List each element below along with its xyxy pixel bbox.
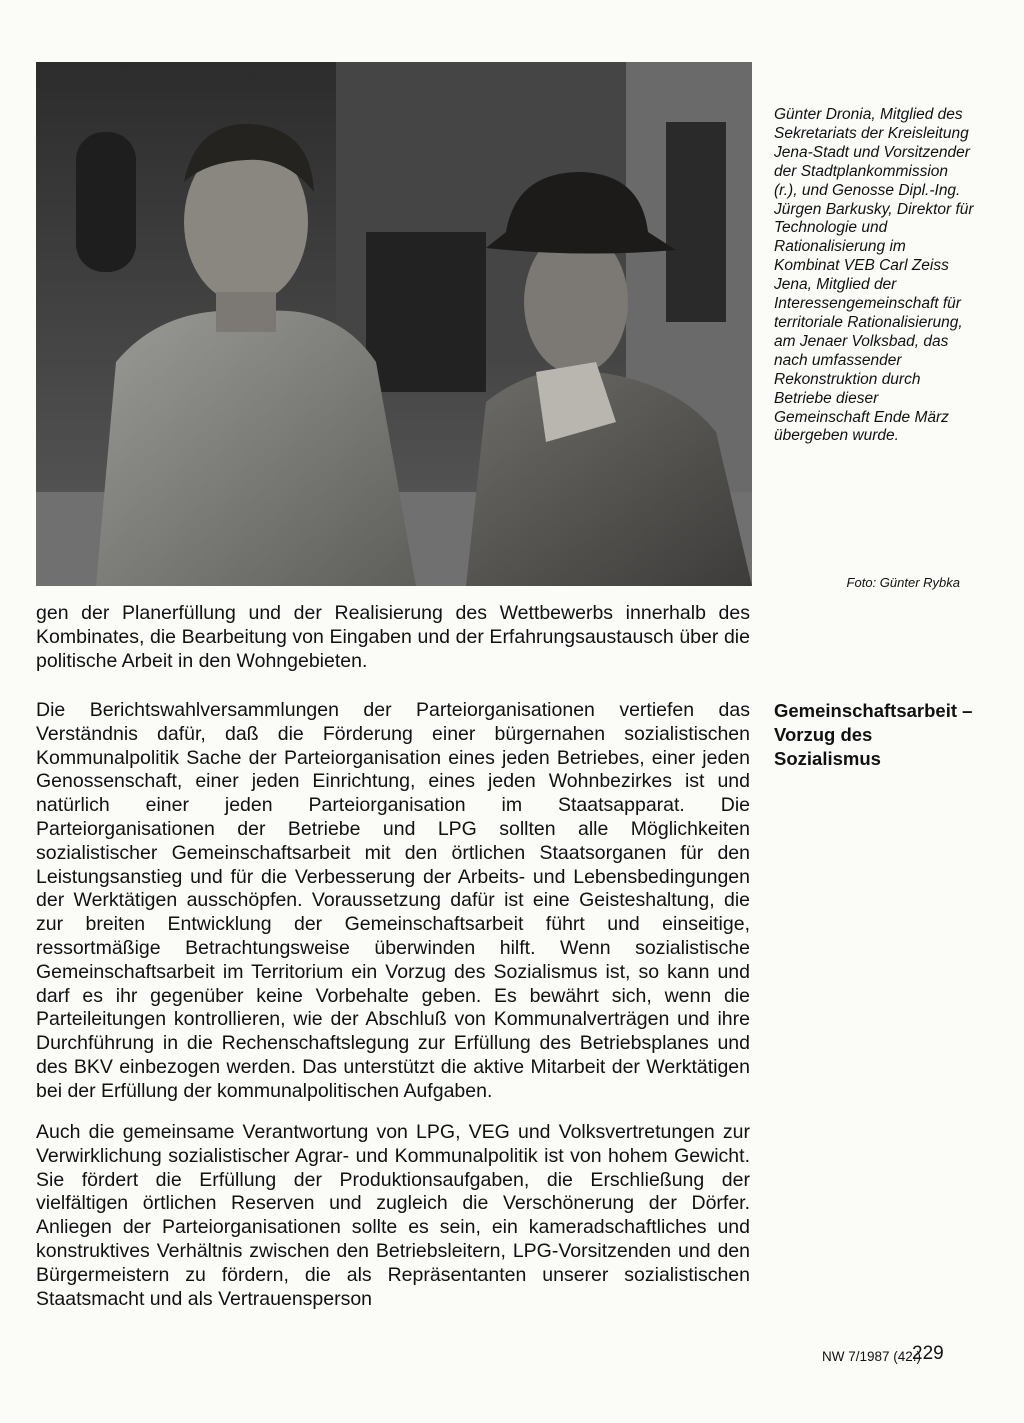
- page-number: 229: [912, 1343, 944, 1364]
- article-photo: [36, 62, 752, 586]
- paragraph-main: Die Berichtswahlversammlungen der Parteiorganisationen vertiefen das Verständnis dafür, daß die Förderung einer bürgernahen sozialistischen Kommunalpolitik Sache der Parteiorganisation eines jeden Betriebes, einer jeden Genossenschaft, einer jeden Einrichtung, eines jeden Wohnbezirkes ist und natürlich einer jeden Parteiorganisation im Staatsapparat. Die Parteiorganisationen der Betriebe und LPG sollten alle Möglichkeiten sozialistischer Gemeinschaftsarbeit mit den örtlichen Staatsorganen für den Leistungsanstieg und für die Verbesserung der Arbeits- und Lebensbedingungen der Werktätigen ausschöpfen. Voraussetzung dafür ist eine Geisteshaltung, die zur breiten Entwicklung der Gemeinschaftsarbeit führt und einseitige, ressortmäßige Betrachtungsweise überwinden hilft. Wenn sozialistische Gemeinschaftsarbeit im Territorium ein Vorzug des Sozialismus ist, so kann und darf es ihr gegenüber keine Vorbehalte geben. Es bewährt sich, wenn die Parteileitungen kontrollieren, wie der Abschluß von Kommunalverträgen und ihre Durchführung in die Rechenschaftslegung zur Erfüllung des Betriebsplanes und des BKV einbezogen werden. Das unterstützt die aktive Mitarbeit der Werktätigen bei der Erfüllung der kommunalpolitischen Aufgaben.: [36, 699, 750, 1102]
- photo-image: [36, 62, 752, 586]
- photo-credit: Foto: Günter Rybka: [846, 575, 960, 590]
- side-heading: Gemeinschaftsarbeit – Vorzug des Sozialismus: [774, 700, 973, 769]
- photo-caption: Günter Dronia, Mitglied des Sekretariats der Kreisleitung Jena-Stadt und Vorsitzender der Stadtplankommission (r.), und Genosse Dipl.-Ing. Jürgen Barkusky, Direktor für Technologie und Rationalisierung im Kombinat VEB Carl Zeiss Jena, Mitglied der Interessengemeinschaft für territoriale Rationalisierung, am Jenaer Volksbad, das nach umfassender Rekonstruktion durch Betriebe dieser Gemeinschaft Ende März übergeben wurde.: [774, 106, 974, 445]
- paragraph-continuation: gen der Planerfüllung und der Realisierung des Wettbewerbs innerhalb des Kombinates, die Bearbeitung von Eingaben und der Erfahrungsaustausch über die politische Arbeit in den Wohngebieten.: [36, 602, 750, 672]
- footer-issue: NW 7/1987 (42.): [822, 1349, 922, 1364]
- paragraph-second: Auch die gemeinsame Verantwortung von LPG, VEG und Volksvertretungen zur Verwirklichung sozialistischer Agrar- und Kommunalpolitik ist von hohem Gewicht. Sie fördert die Erfüllung der Produktionsaufgaben, die Erschließung der vielfältigen örtlichen Reserven und zugleich die Verschönerung der Dörfer. Anliegen der Parteiorganisationen sollte es sein, ein kameradschaftliches und konstruktives Verhältnis zwischen den Betriebsleitern, LPG-Vorsitzenden und den Bürgermeistern zu fördern, die als Repräsentanten unserer sozialistischen Staatsmacht und als Vertrauensperson: [36, 1121, 750, 1310]
